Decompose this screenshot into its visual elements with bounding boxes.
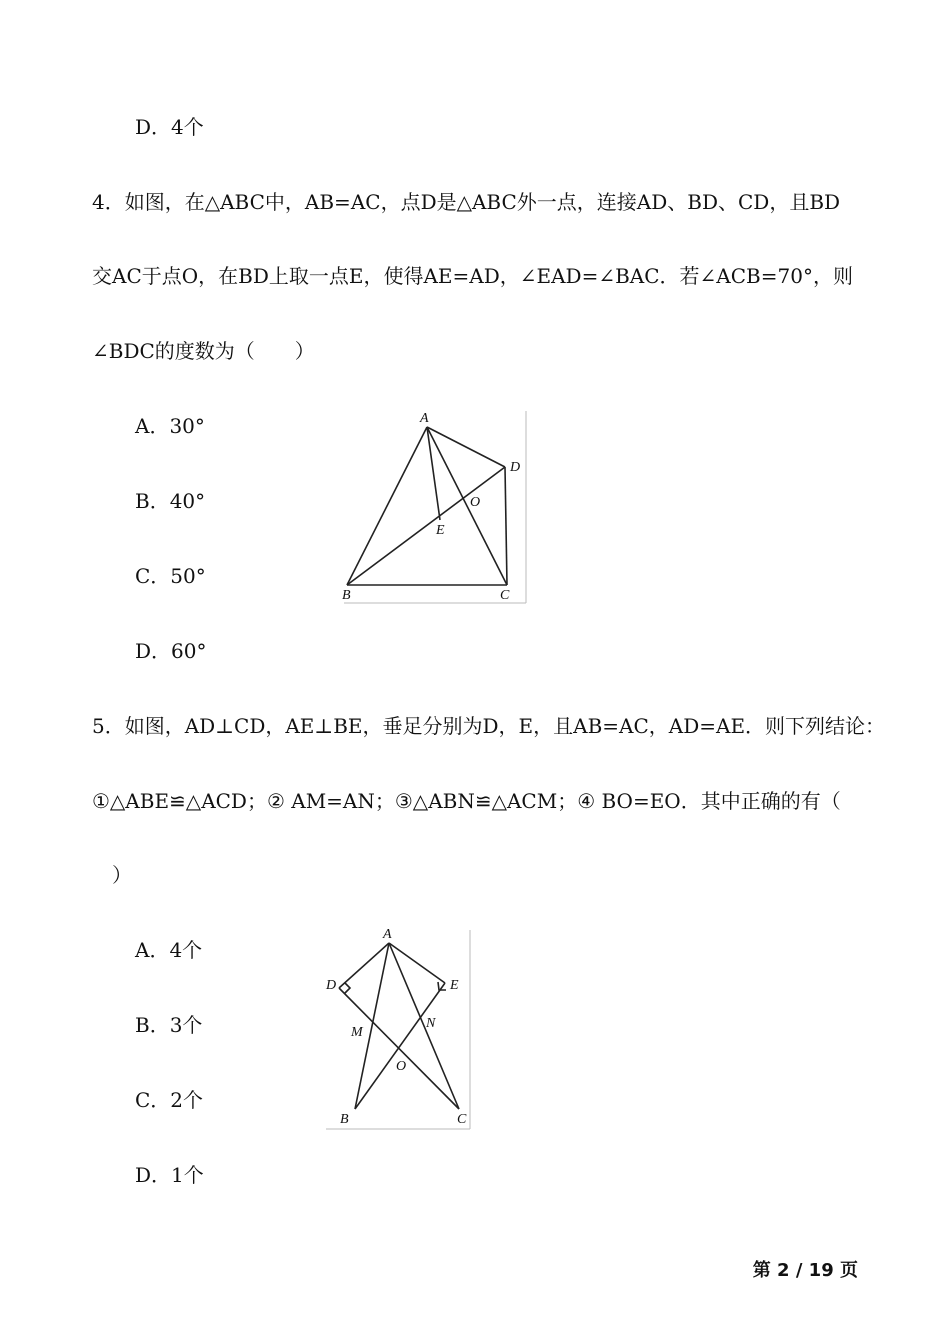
q5-stem-line2: ①△ABE≌△ACD；② AM=AN；③△ABN≌△ACM；④ BO=EO．其中正确的有（ (92, 789, 841, 813)
q5-figure (322, 926, 474, 1132)
q5-label-e: E (450, 978, 459, 993)
q4-stem-line3: ∠BDC的度数为（ ） (92, 339, 315, 363)
q5-stem-line1: 5．如图，AD⊥CD，AE⊥BE，垂足分别为D，E，且AB=AC，AD=AE．则下列结论： (92, 714, 886, 738)
q5-label-b: B (340, 1112, 349, 1127)
q4-option-c: C．50° (135, 564, 206, 588)
q4-option-a: A．30° (135, 414, 205, 438)
q4-segment-ab (347, 427, 427, 585)
q5-label-c: C (457, 1112, 467, 1127)
q4-segment-dc (505, 467, 507, 585)
q5-right-angle-d (345, 983, 350, 993)
q4-segment-ad (427, 427, 505, 467)
q4-label-c: C (500, 588, 510, 603)
q5-option-b: B．3个 (135, 1013, 203, 1037)
q5-option-c: C．2个 (135, 1088, 204, 1112)
q4-segment-bd (347, 467, 505, 585)
q5-label-d: D (326, 978, 337, 993)
q4-segment-ac (427, 427, 507, 585)
q5-label-m: M (351, 1025, 363, 1040)
q5-label-a: A (383, 927, 392, 942)
q5-option-d: D．1个 (135, 1163, 204, 1187)
q4-label-b: B (342, 588, 351, 603)
q4-option-b: B．40° (135, 489, 206, 513)
q4-stem-line2: 交AC于点O，在BD上取一点E，使得AE=AD，∠EAD=∠BAC．若∠ACB=70°，则 (92, 264, 853, 288)
prev-option-d: D．4个 (135, 115, 204, 139)
q4-figure (340, 405, 530, 605)
q5-label-o: O (396, 1059, 407, 1074)
q4-label-o: O (470, 495, 481, 510)
q5-option-a: A．4个 (135, 938, 203, 962)
q5-stem-line3: ） (112, 863, 132, 887)
q4-label-d: D (510, 460, 521, 475)
q4-label-a: A (420, 411, 429, 426)
q4-label-e: E (436, 523, 445, 538)
q4-stem-line1: 4．如图，在△ABC中，AB=AC，点D是△ABC外一点，连接AD、BD、CD，且BD (92, 190, 841, 214)
q5-label-n: N (426, 1016, 436, 1031)
page-number: 第 2 / 19 页 (752, 1260, 858, 1281)
q4-option-d: D．60° (135, 639, 207, 663)
